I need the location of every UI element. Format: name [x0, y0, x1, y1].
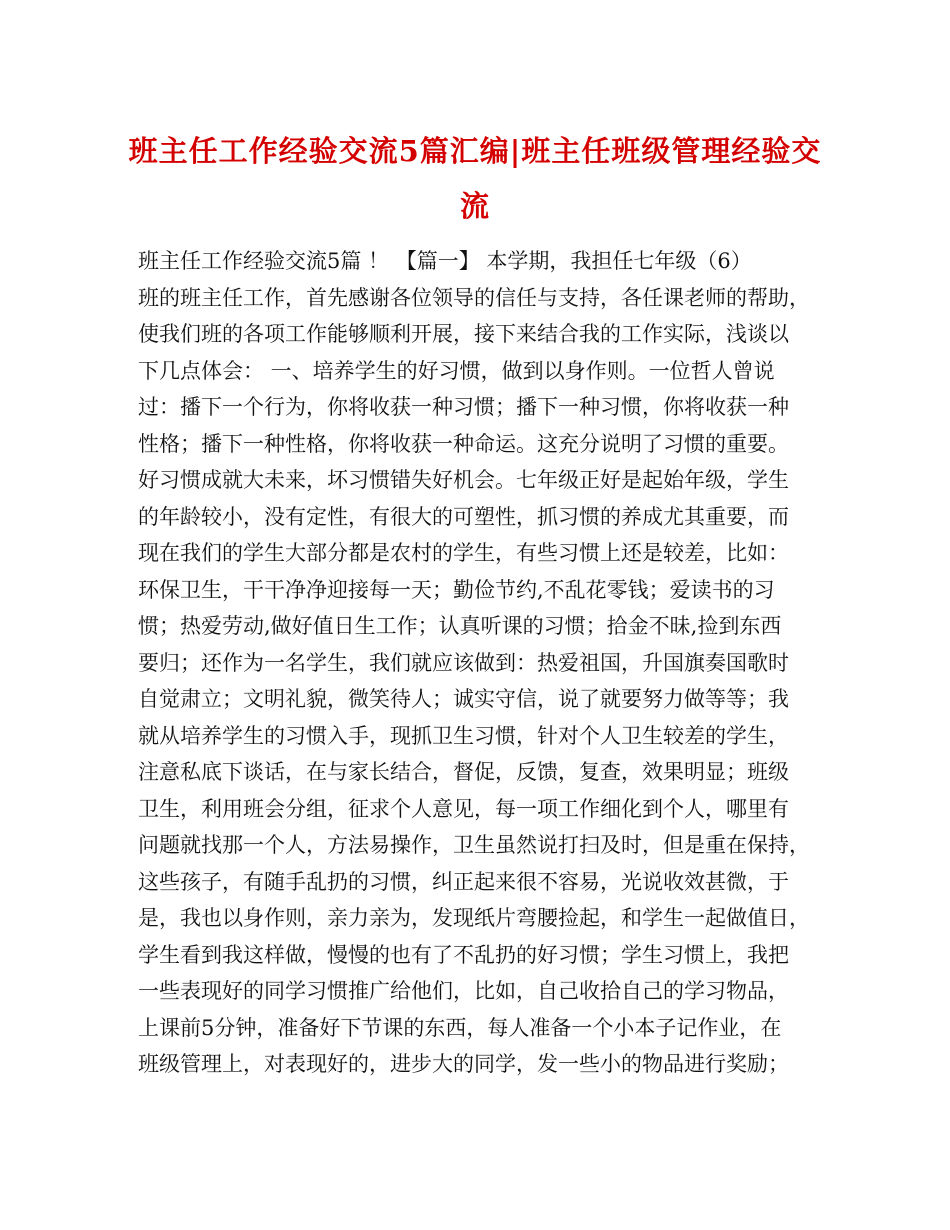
body-line: 过：播下一个行为，你将收获一种习惯；播下一种习惯，你将收获一种: [138, 395, 789, 419]
body-line: 班级管理上，对表现好的，进步大的同学，发一些小的物品进行奖励；: [138, 1052, 789, 1076]
body-line: 班主任工作经验交流5篇 ！ 【篇一】 本学期，我担任七年级（6）: [138, 249, 752, 273]
body-line: 下几点体会： 一、培养学生的好习惯，做到以身作则。一位哲人曾说: [138, 358, 775, 383]
body-line: 是，我也以身作则，亲力亲为，发现纸片弯腰捡起，和学生一起做值日，: [138, 906, 810, 930]
title-line: 流: [459, 189, 490, 223]
body-line: 性格；播下一种性格，你将收获一种命运。这充分说明了习惯的重要。: [138, 431, 789, 456]
body-line: 问题就找那一个人，方法易操作，卫生虽然说打扫及时，但是重在保持，: [138, 833, 810, 857]
body-line: 自觉肃立；文明礼貌，微笑待人；诚实守信，说了就要努力做等等；我: [138, 687, 789, 711]
body-line: 这些孩子，有随手乱扔的习惯，纠正起来很不容易，光说收效甚微，于: [138, 869, 789, 894]
body-line: 使我们班的各项工作能够顺利开展，接下来结合我的工作实际，浅谈以: [138, 322, 789, 346]
body-line: 现在我们的学生大部分都是农村的学生，有些习惯上还是较差，比如：: [138, 541, 789, 565]
body-line: 卫生，利用班会分组，征求个人意见，每一项工作细化到个人，哪里有: [138, 796, 789, 821]
body-line: 学生看到我这样做，慢慢的也有了不乱扔的好习惯；学生习惯上，我把: [138, 942, 789, 967]
body-line: 环保卫生，干干净净迎接每一天；勤俭节约,不乱花零钱；爱读书的习: [138, 577, 775, 602]
body-line: 要归；还作为一名学生，我们就应该做到：热爱祖国，升国旗奏国歌时: [138, 650, 789, 675]
body-line: 惯；热爱劳动,做好值日生工作；认真听课的习惯；拾金不昧,捡到东西: [138, 614, 782, 638]
body-line: 的年龄较小，没有定性，有很大的可塑性，抓习惯的养成尤其重要，而: [138, 504, 789, 529]
body-line: 好习惯成就大未来，坏习惯错失好机会。七年级正好是起始年级，学生: [138, 468, 789, 492]
document-title: [100, 124, 850, 234]
body-line: 一些表现好的同学习惯推广给他们，比如，自己收拾自己的学习物品，: [138, 979, 789, 1003]
body-line: 上课前5分钟，准备好下节课的东西，每人准备一个小本子记作业，在: [138, 1015, 782, 1040]
body-line: 班的班主任工作，首先感谢各位领导的信任与支持，各任课老师的帮助，: [138, 285, 810, 310]
title-line: 班主任工作经验交流5篇汇编|班主任班级管理经验交: [128, 134, 822, 168]
document-body: [138, 243, 828, 1083]
body-line: 就从培养学生的习惯入手，现抓卫生习惯，针对个人卫生较差的学生，: [138, 723, 789, 748]
body-line: 注意私底下谈话，在与家长结合，督促，反馈，复查，效果明显；班级: [138, 760, 789, 784]
